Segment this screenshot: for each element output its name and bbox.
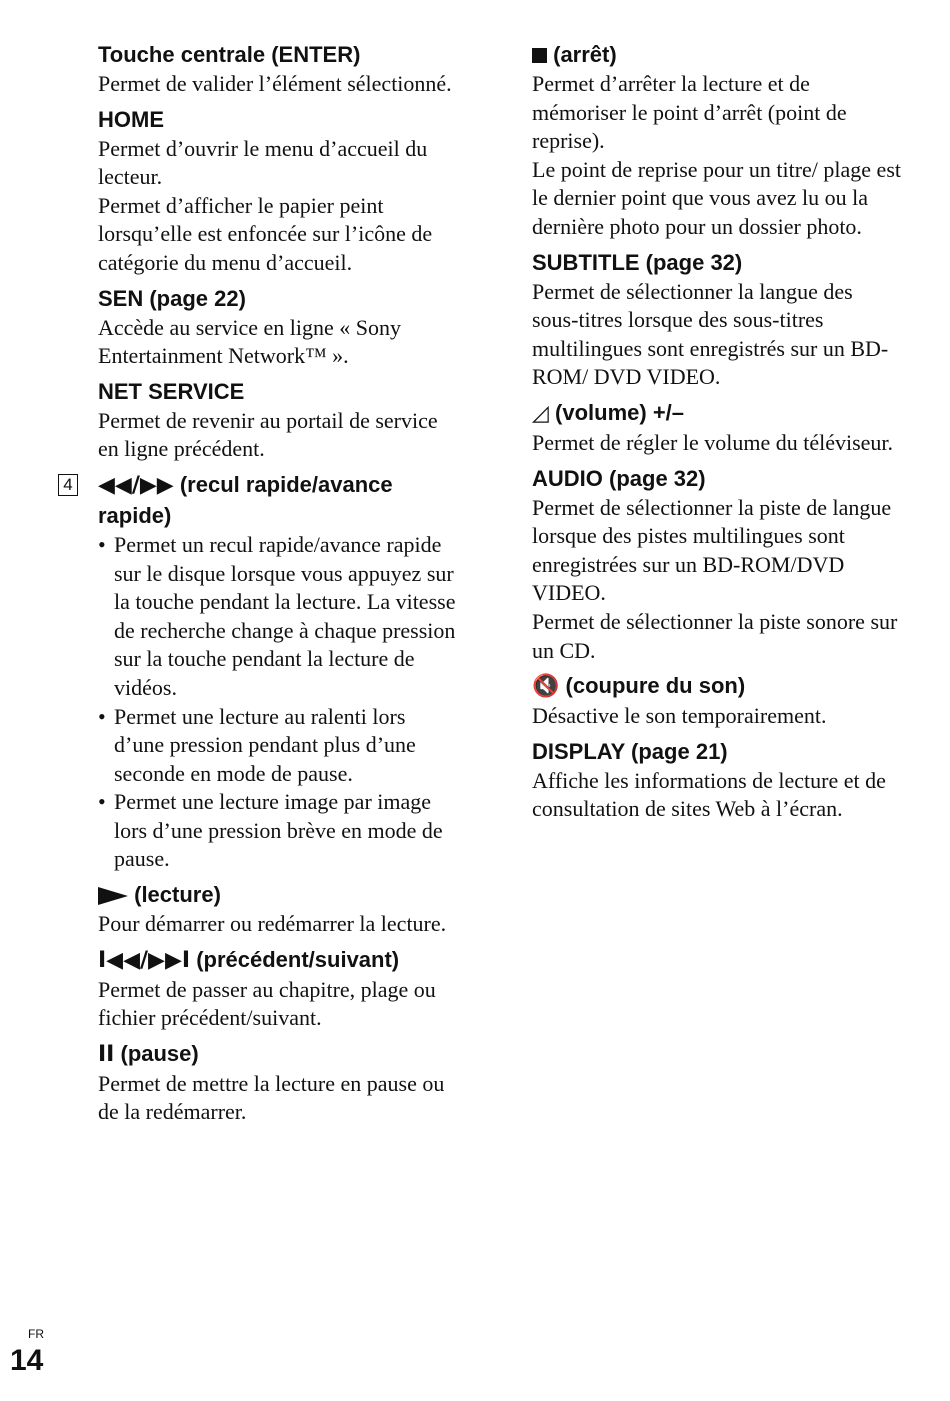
list-item: • Permet une lecture image par image lors d’une pression brève en mode de pause.	[98, 788, 458, 874]
rewind-forward-icon: ◀◀/▶▶	[98, 472, 174, 498]
entry-display	[532, 737, 902, 824]
entry-rewind-forward	[63, 470, 458, 874]
pause-icon: II	[98, 1041, 115, 1067]
entry-heading: Touche centrale (ENTER)	[98, 42, 361, 67]
entry-heading: ◀◀/▶▶ (recul rapide/avance rapide)	[98, 471, 393, 528]
prev-next-icon: I◀◀/▶▶I	[98, 947, 191, 973]
entry-heading: ◿ (volume) +/–	[532, 399, 685, 426]
entry-description: Accède au service en ligne « Sony Entertainment Network™ ».	[98, 314, 401, 369]
left-column	[63, 40, 458, 1133]
entry-stop	[532, 40, 902, 242]
entry-heading: AUDIO (page 32)	[532, 465, 706, 491]
language-code: FR	[28, 1327, 44, 1341]
entry-description: Permet de régler le volume du téléviseur.	[532, 429, 894, 455]
entry-heading: 🔇 (coupure du son)	[532, 673, 746, 700]
bullet-list	[98, 531, 458, 874]
entry-enter	[98, 40, 458, 99]
entry-description: Affiche les informations de lecture et de consultation de sites Web à l’écran.	[532, 767, 886, 822]
entry-sen	[98, 284, 458, 371]
entry-description: Permet d’arrêter la lecture et de mémoriser le point d’arrêt (point de reprise).	[532, 71, 847, 154]
entry-heading: HOME	[98, 106, 164, 132]
entry-description: Désactive le son temporairement.	[532, 703, 827, 729]
entry-heading: DISPLAY (page 21)	[532, 738, 728, 764]
entry-subtitle	[532, 248, 902, 392]
entry-heading: I◀◀/▶▶I (précédent/suivant)	[98, 946, 400, 973]
entry-pause	[98, 1039, 458, 1127]
mute-icon: 🔇	[532, 674, 560, 700]
right-column	[532, 40, 902, 830]
list-item: • Permet une lecture au ralenti lors d’une pression pendant plus d’une seconde en mode de pause.	[98, 703, 458, 789]
entry-home	[98, 105, 458, 278]
play-icon	[98, 887, 128, 905]
entry-heading: II (pause)	[98, 1040, 199, 1067]
entry-description: Permet de sélectionner la piste sonore sur un CD.	[532, 608, 898, 663]
entry-play	[98, 880, 458, 939]
section-number-badge: 4	[58, 474, 78, 496]
entry-description: Le point de reprise pour un titre/ plage est le dernier point que vous avez lu ou la dernière photo pour un dossier photo.	[532, 156, 901, 239]
entry-net-service	[98, 377, 458, 464]
entry-description: Permet de valider l’élément sélectionné.	[98, 71, 452, 96]
page-number: 14	[10, 1344, 44, 1377]
entry-description: Permet de sélectionner la langue des sous-titres lorsque des sous-titres multilingues sont enregistrés sur un BD-ROM/ DVD VIDEO.	[532, 278, 889, 390]
entry-mute	[532, 671, 902, 731]
entry-heading: SEN (page 22)	[98, 285, 246, 311]
entry-heading: (arrêt)	[532, 40, 902, 70]
entry-description: Permet d’ouvrir le menu d’accueil du lecteur.	[98, 135, 428, 190]
entry-heading: NET SERVICE	[98, 378, 245, 404]
entry-description: Pour démarrer ou redémarrer la lecture.	[98, 911, 447, 937]
entry-description: Permet d’afficher le papier peint lorsqu’elle est enfoncée sur l’icône de catégorie du menu d’accueil.	[98, 192, 433, 275]
entry-description: Permet de revenir au portail de service en ligne précédent.	[98, 407, 438, 462]
entry-heading: SUBTITLE (page 32)	[532, 249, 743, 275]
list-item: • Permet un recul rapide/avance rapide sur le disque lorsque vous appuyez sur la touche pendant la lecture. La vitesse de recherche change à chaque pression sur la touche pendant la lecture de vidéos.	[98, 531, 458, 703]
entry-description: Permet de mettre la lecture en pause ou de la redémarrer.	[98, 1070, 445, 1125]
entry-heading: (lecture)	[98, 880, 458, 910]
entry-description: Permet de sélectionner la piste de langue lorsque des pistes multilingues sont enregistrées sur un BD-ROM/DVD VIDEO.	[532, 494, 892, 606]
entry-description: Permet de passer au chapitre, plage ou fichier précédent/suivant.	[98, 976, 436, 1031]
stop-icon	[532, 48, 547, 63]
volume-icon: ◿	[532, 400, 549, 426]
entry-prev-next	[98, 945, 458, 1033]
entry-volume	[532, 398, 902, 458]
entry-audio	[532, 464, 902, 666]
